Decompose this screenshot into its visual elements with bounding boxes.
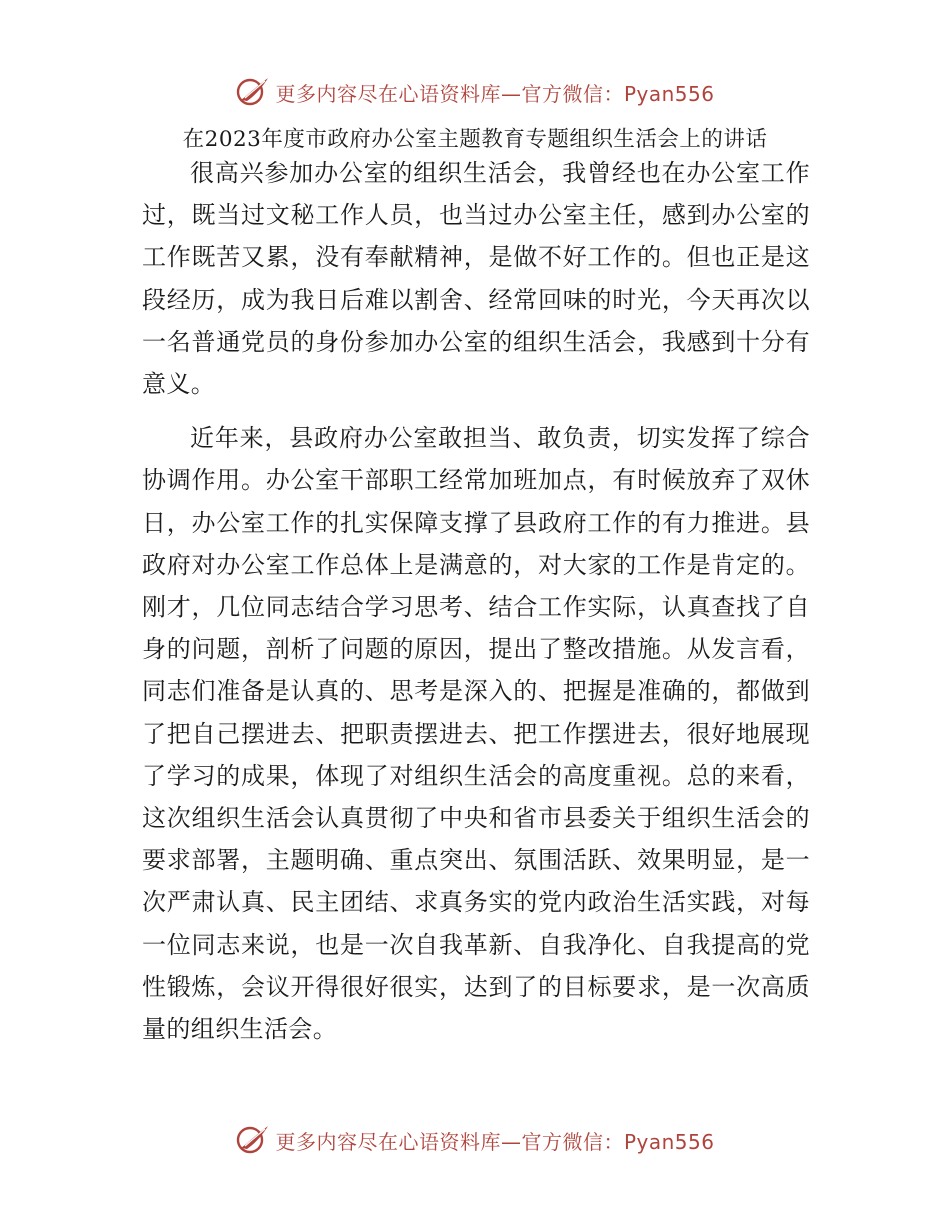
document-body xyxy=(142,152,810,1050)
paragraph-1: 很高兴参加办公室的组织生活会，我曾经也在办公室工作过，既当过文秘工作人员，也当过办公室主任，感到办公室的工作既苦又累，没有奉献精神，是做不好工作的。但也正是这段经历，成为我日后难以割舍、经常回味的时光，今天再次以一名普通党员的身份参加办公室的组织生活会，我感到十分有意义。 xyxy=(142,159,810,399)
quill-logo-icon xyxy=(235,74,271,110)
header-banner xyxy=(0,72,950,112)
paragraph-2: 近年来，县政府办公室敢担当、敢负责，切实发挥了综合协调作用。办公室干部职工经常加班加点，有时候放弃了双休日，办公室工作的扎实保障支撑了县政府工作的有力推进。县政府对办公室工作总体上是满意的，对大家的工作是肯定的。刚才，几位同志结合学习思考、结合工作实际，认真查找了自身的问题，剖析了问题的原因，提出了整改措施。从发言看，同志们准备是认真的、思考是深入的、把握是准确的，都做到了把自己摆进去、把职责摆进去、把工作摆进去，很好地展现了学习的成果，体现了对组织生活会的高度重视。总的来看，这次组织生活会认真贯彻了中央和省市县委关于组织生活会的要求部署，主题明确、重点突出、氛围活跃、效果明显，是一次严肃认真、民主团结、求真务实的党内政治生活实践，对每一位同志来说，也是一次自我革新、自我净化、自我提高的党性锻炼，会议开得很好很实，达到了的目标要求，是一次高质量的组织生活会。 xyxy=(142,424,810,1044)
footer-banner xyxy=(0,1120,950,1160)
banner-text: 更多内容尽在心语资料库—官方微信：Pyan556 xyxy=(275,1129,715,1154)
banner-text: 更多内容尽在心语资料库—官方微信：Pyan556 xyxy=(275,81,715,106)
document-title: 在2023年度市政府办公室主题教育专题组织生活会上的讲话 xyxy=(182,127,768,152)
quill-logo-icon xyxy=(235,1122,271,1158)
